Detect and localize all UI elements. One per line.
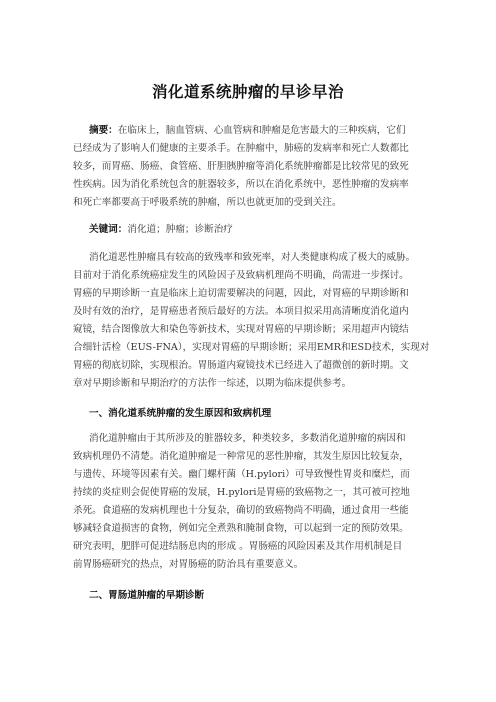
section-1-line-1: 消化道肿瘤由于其所涉及的脏器较多，种类较多，多数消化道肿瘤的病因和 bbox=[89, 433, 406, 444]
abstract-line-2: 已经成为了影响人们健康的主要杀手。在肿瘤中，肺癌的发病率和死亡人数都比 bbox=[73, 143, 409, 154]
intro-line-2: 目前对于消化系统癌症发生的风险因子及致病机理尚不明确，尚需进一步探讨。 bbox=[73, 270, 409, 281]
abstract-line-4: 性疾病。因为消化系统包含的脏器较多，所以在消化系统中，恶性肿瘤的发病率 bbox=[73, 179, 409, 190]
document-title: 消化道系统肿瘤的早诊早治 bbox=[151, 83, 344, 101]
section-1-line-8: 前胃肠癌研究的热点，对胃肠癌的防治具有重要意义。 bbox=[73, 559, 304, 570]
intro-line-1: 消化道恶性肿瘤具有较高的致残率和致死率，对人类健康构成了极大的威胁。 bbox=[89, 252, 416, 263]
abstract-text-1: 在临床上，脑血管病、心血管病和肿瘤是危害最大的三种疾病，它们 bbox=[117, 125, 406, 136]
section-1-line-5: 杀死。食道癌的发病机理也十分复杂，确切的致癌物尚不明确，通过食用一些能 bbox=[73, 505, 409, 516]
intro-line-3: 胃癌的早期诊断一直是临床上迫切需要解决的问题，因此，对胃癌的早期诊断和 bbox=[73, 288, 409, 299]
abstract-line-1 bbox=[89, 125, 406, 137]
section-2-heading: 二、胃肠道肿瘤的早期诊断 bbox=[89, 590, 205, 601]
keywords-line bbox=[89, 224, 233, 236]
section-1-line-2: 致病机理仍不清楚。消化道肿瘤是一种常见的恶性肿瘤，其发生原因比较复杂， bbox=[73, 451, 409, 462]
intro-line-7: 胃癌的彻底切除，实现根治。胃肠道内窥镜技术已经进入了超微创的新时期。文 bbox=[73, 360, 409, 371]
intro-line-5: 窥镜，结合图像放大和染色等新技术，实现对胃癌的早期诊断；采用超声内镜结 bbox=[73, 324, 409, 335]
abstract-line-3: 较多，而胃癌、肠癌、食管癌、肝胆胰肿瘤等消化系统肿瘤都是比较常见的致死 bbox=[73, 161, 409, 172]
intro-line-8: 章对早期诊断和早期治疗的方法作一综述，以期为临床提供参考。 bbox=[73, 378, 352, 389]
section-1-heading: 一、消化道系统肿瘤的发生原因和致病机理 bbox=[89, 408, 272, 419]
keywords-text: 消化道；肿瘤；诊断治疗 bbox=[127, 224, 233, 235]
abstract-line-5: 和死亡率都要高于呼吸系统的肿瘤，所以也就更加的受到关注。 bbox=[73, 197, 342, 208]
intro-line-6: 合细针活检（EUS-FNA），实现对胃癌的早期诊断；采用EMR和ESD技术，实现对 bbox=[73, 342, 430, 353]
abstract-label: 摘要： bbox=[89, 125, 118, 136]
intro-line-4: 及时有效的治疗，是胃癌患者预后最好的方法。本项目拟采用高清晰度消化道内 bbox=[73, 306, 409, 317]
section-1-line-7: 研究表明，肥胖可促进结肠息肉的形成 。胃肠癌的风险因素及其作用机制是目 bbox=[73, 541, 403, 552]
section-1-line-4: 持续的炎症则会促使胃癌的发展，H.pylori是胃癌的致癌物之一，其可被可控地 bbox=[73, 487, 410, 498]
keywords-label: 关键词： bbox=[89, 224, 128, 235]
section-1-line-3: 与遗传、环境等因素有关。幽门螺杆菌（H.pylori）可导致慢性胃炎和糜烂，而 bbox=[73, 469, 410, 480]
section-1-line-6: 够减轻食道损害的食物，例如完全煮熟和腌制食物，可以起到一定的预防效果。 bbox=[73, 523, 409, 534]
